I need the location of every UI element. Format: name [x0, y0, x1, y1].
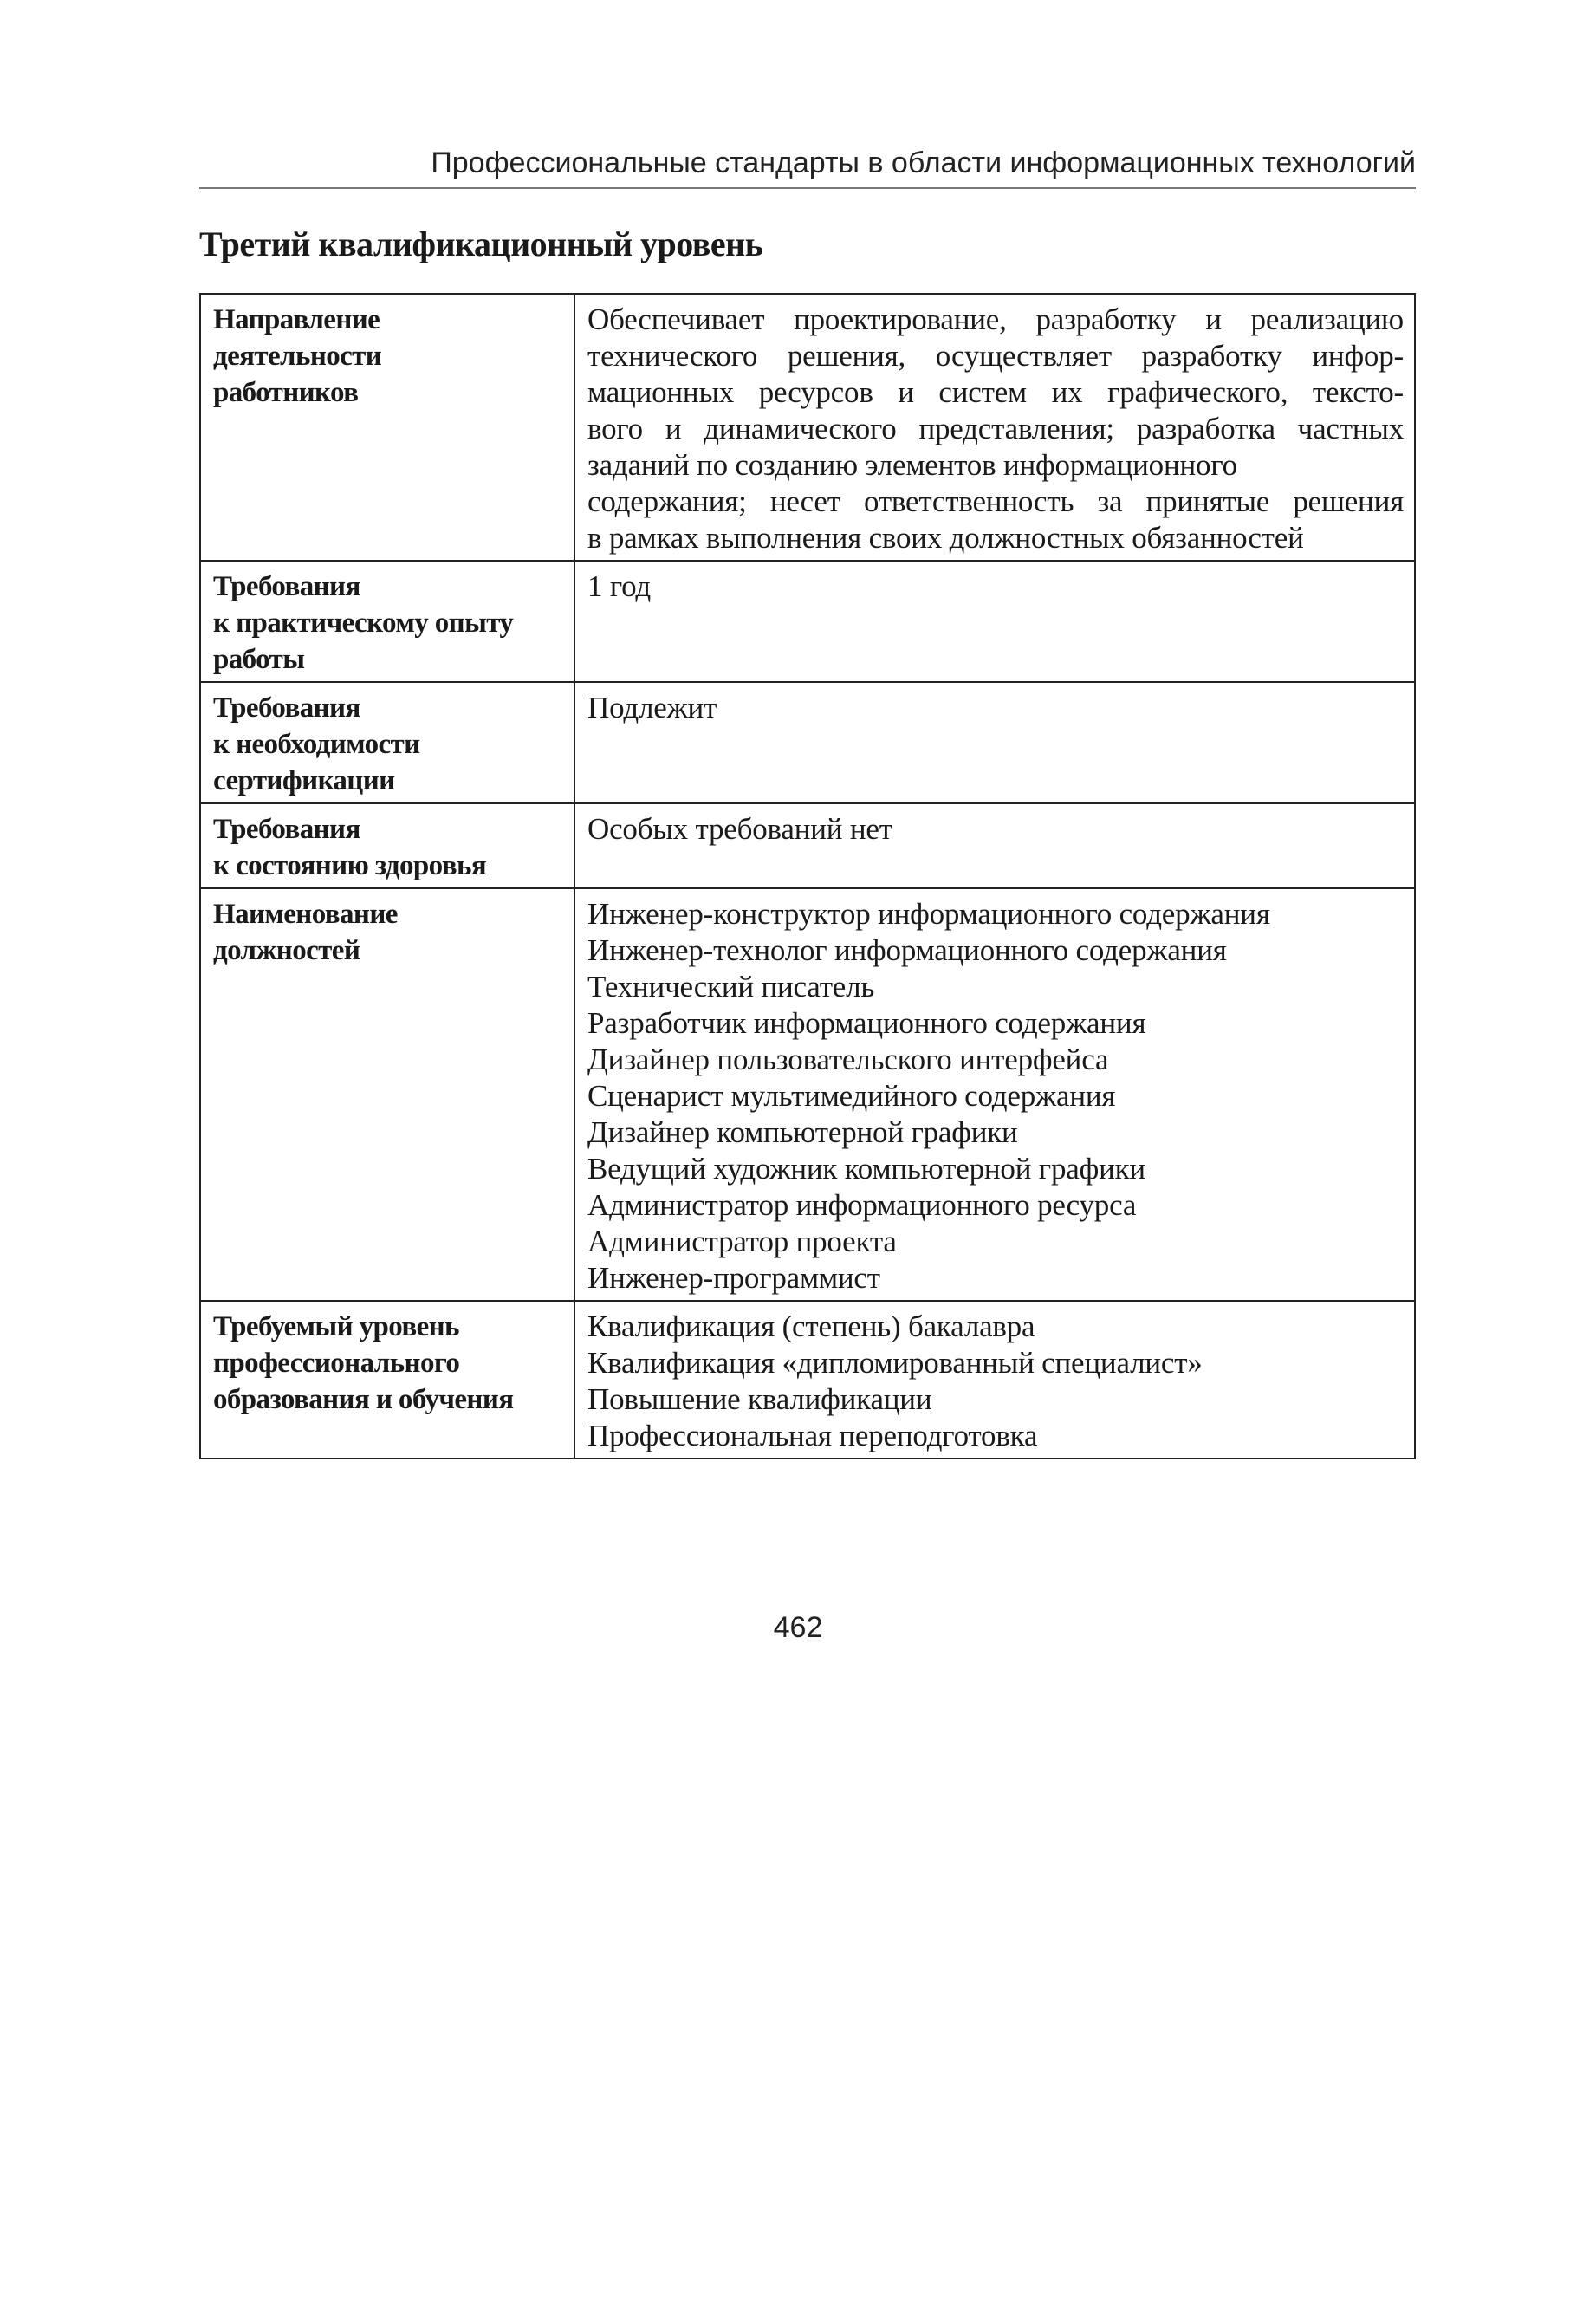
- label-line: сертификации: [213, 765, 395, 796]
- value-line: в рамках выполнения своих должностных обязанностей: [587, 521, 1304, 555]
- label-line: к практическому опыту: [213, 607, 514, 639]
- value-line: Особых требований нет: [587, 812, 892, 846]
- page-number-text: 462: [773, 1611, 823, 1644]
- row-value: [574, 561, 1415, 682]
- value-line: 1 год: [587, 569, 652, 603]
- value-line: Обеспечивает проектирование, разработку и реализацию: [587, 302, 1404, 336]
- section-title: Третий квалификационный уровень: [199, 224, 763, 263]
- row-value: [574, 1301, 1415, 1459]
- value-line: Инженер-программист: [587, 1261, 880, 1295]
- row-label: [200, 561, 574, 682]
- running-header-title: Профессиональные стандарты в области информационных технологий: [431, 146, 1416, 179]
- row-label: [200, 888, 574, 1301]
- value-line: Технический писатель: [587, 970, 875, 1004]
- running-header: [199, 146, 1416, 189]
- value-line: Профессиональная переподготовка: [587, 1419, 1038, 1452]
- value-line: Инженер-конструктор информационного содержания: [587, 897, 1270, 931]
- label-line: профессионального: [213, 1348, 460, 1379]
- value-line: Разработчик информационного содержания: [587, 1006, 1146, 1040]
- row-label: [200, 1301, 574, 1459]
- value-line: содержания; несет ответственность за принятые решения: [587, 484, 1404, 518]
- row-label: [200, 803, 574, 888]
- label-line: Требуемый уровень: [213, 1311, 459, 1342]
- label-line: к необходимости: [213, 729, 420, 760]
- value-line: Квалификация «дипломированный специалист»: [587, 1346, 1203, 1380]
- row-value: [574, 888, 1415, 1301]
- table-row: [200, 888, 1415, 1301]
- value-line: Сценарист мультимедийного содержания: [587, 1079, 1116, 1113]
- label-line: должностей: [213, 935, 360, 966]
- value-line: Администратор информационного ресурса: [587, 1188, 1137, 1222]
- label-line: деятельности: [213, 341, 382, 372]
- row-label: [200, 682, 574, 803]
- value-line: Квалификация (степень) бакалавра: [587, 1309, 1035, 1343]
- value-line: мационных ресурсов и систем их графического, тексто-: [587, 375, 1404, 409]
- table-row: [200, 294, 1415, 561]
- table-row: [200, 561, 1415, 682]
- label-line: Направление: [213, 304, 380, 335]
- label-line: к состоянию здоровья: [213, 850, 487, 881]
- value-line: Дизайнер компьютерной графики: [587, 1115, 1018, 1149]
- label-line: работников: [213, 377, 359, 408]
- label-line: образования и обучения: [213, 1384, 514, 1415]
- value-line: заданий по созданию элементов информационного: [587, 448, 1237, 482]
- row-value: [574, 803, 1415, 888]
- value-line: Дизайнер пользовательского интерфейса: [587, 1043, 1109, 1076]
- value-line: Ведущий художник компьютерной графики: [587, 1152, 1145, 1186]
- row-value: [574, 294, 1415, 561]
- value-line: Инженер-технолог информационного содержания: [587, 933, 1227, 967]
- value-line: Администратор проекта: [587, 1225, 897, 1258]
- page-number: [0, 1610, 1596, 1645]
- value-line: Повышение квалификации: [587, 1382, 932, 1416]
- row-label: [200, 294, 574, 561]
- label-line: работы: [213, 644, 305, 675]
- value-line: технического решения, осуществляет разработку инфор-: [587, 339, 1404, 373]
- label-line: Требования: [213, 814, 360, 845]
- label-line: Требования: [213, 571, 360, 602]
- table-row: [200, 682, 1415, 803]
- value-line: вого и динамического представления; разработка частных: [587, 412, 1404, 445]
- label-line: Требования: [213, 692, 360, 724]
- row-value: [574, 682, 1415, 803]
- table-row: [200, 803, 1415, 888]
- table-row: [200, 1301, 1415, 1459]
- qualification-table: [199, 293, 1416, 1459]
- label-line: Наименование: [213, 899, 398, 930]
- value-line: Подлежит: [587, 691, 717, 724]
